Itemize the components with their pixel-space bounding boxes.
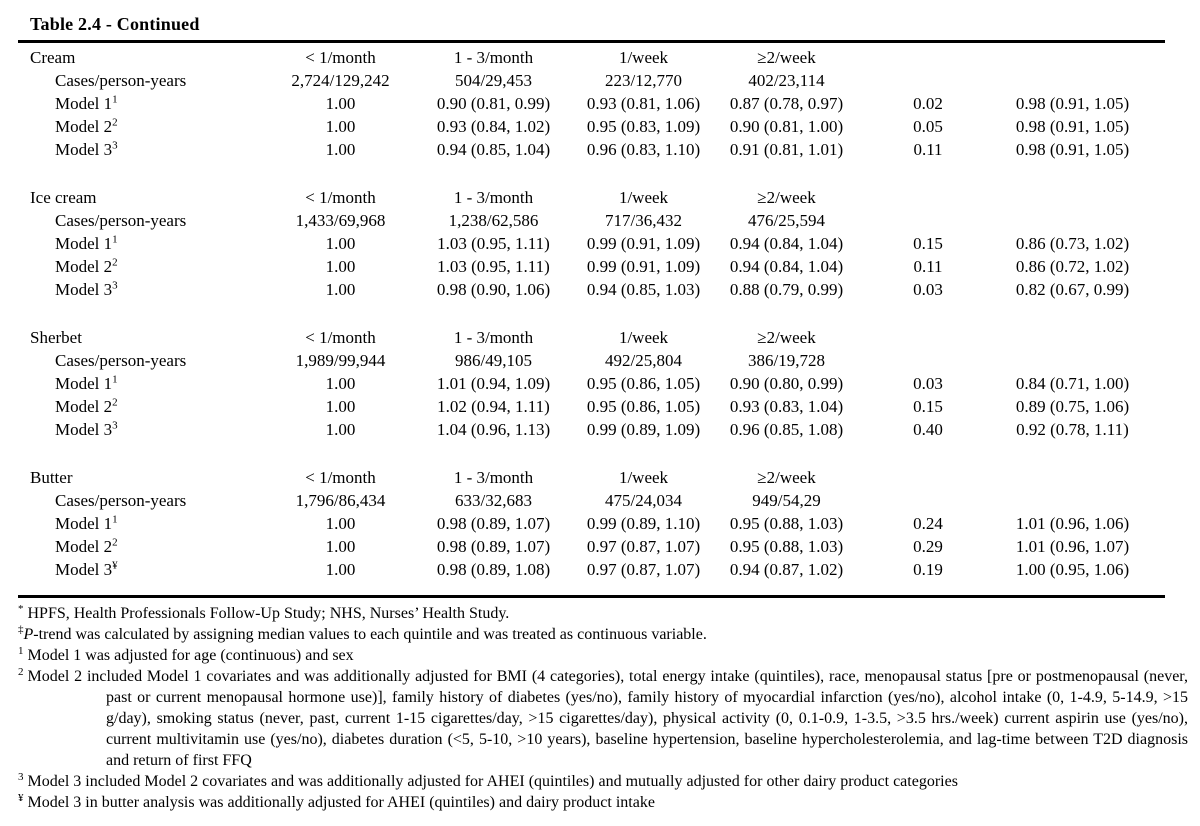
column-header: 1 - 3/month (453, 47, 534, 67)
footnote (18, 792, 1188, 813)
column-header: ≥2/week (757, 467, 816, 487)
row-label-superscript: ¥ (112, 558, 118, 571)
data-cell: 386/19,728 (748, 350, 825, 370)
data-cell: 0.98 (0.91, 1.05) (1015, 93, 1130, 113)
data-cell: 492/25,804 (605, 350, 682, 370)
data-cell: 0.99 (0.89, 1.10) (586, 513, 701, 533)
table-row (18, 558, 1188, 581)
data-cell: 0.98 (0.90, 1.06) (436, 279, 551, 299)
data-cell: 1.00 (325, 139, 356, 159)
row-label (18, 117, 266, 137)
data-cell: 0.84 (0.71, 1.00) (1015, 373, 1130, 393)
footnote-text: Model 1 was adjusted for age (continuous) and sex (27, 647, 354, 664)
data-cell: 1.00 (325, 279, 356, 299)
column-header: 1/week (618, 327, 669, 347)
data-cell: 0.24 (913, 513, 943, 533)
data-cell: 1.01 (0.94, 1.09) (436, 373, 551, 393)
row-label (18, 234, 266, 254)
footnote-text: Model 3 included Model 2 covariates and was additionally adjusted for AHEI (quintiles) and mutually adjusted for other dairy product categories (27, 773, 958, 790)
table-section (18, 186, 1188, 301)
data-cell: 1.00 (325, 256, 356, 276)
footnote-marker: ‡ (18, 623, 24, 636)
row-label-superscript: 1 (112, 232, 118, 245)
row-label-superscript: 2 (112, 395, 118, 408)
data-cell: 1.04 (0.96, 1.13) (436, 419, 551, 439)
section-name: Sherbet (30, 327, 82, 347)
column-header: 1/week (618, 47, 669, 67)
document-page (18, 0, 1188, 813)
data-cell: 0.05 (913, 116, 943, 136)
data-cell: 1.00 (325, 559, 356, 579)
row-label-superscript: 2 (112, 535, 118, 548)
section-header-row (18, 326, 1188, 349)
data-cell: 1.00 (325, 93, 356, 113)
data-cell: 1.01 (0.96, 1.07) (1015, 536, 1130, 556)
row-label (18, 71, 266, 91)
data-cell: 0.93 (0.81, 1.06) (586, 93, 701, 113)
data-cell: 0.96 (0.85, 1.08) (729, 419, 844, 439)
data-cell: 0.95 (0.88, 1.03) (729, 513, 844, 533)
section-header-row (18, 186, 1188, 209)
table-row (18, 209, 1188, 232)
data-cell: 0.03 (913, 373, 943, 393)
row-label-text: Model 3 (55, 279, 113, 299)
data-cell: 0.90 (0.81, 0.99) (436, 93, 551, 113)
data-cell: 0.87 (0.78, 0.97) (729, 93, 844, 113)
section-header-row (18, 46, 1188, 69)
table-row (18, 489, 1188, 512)
footnote-marker: 2 (18, 665, 24, 678)
data-cell: 0.94 (0.84, 1.04) (729, 256, 844, 276)
footnote-marker: 1 (18, 644, 24, 657)
table-row (18, 92, 1188, 115)
data-cell: 0.98 (0.89, 1.07) (436, 513, 551, 533)
row-label-text: Model 2 (55, 536, 113, 556)
data-cell: 0.98 (0.89, 1.07) (436, 536, 551, 556)
data-cell: 0.96 (0.83, 1.10) (586, 139, 701, 159)
row-label-text: Cases/person-years (55, 350, 187, 370)
data-cell: 949/54,29 (752, 490, 821, 510)
row-label-text: Cases/person-years (55, 70, 187, 90)
footnote (18, 603, 1188, 624)
section-header-row (18, 466, 1188, 489)
table-row (18, 349, 1188, 372)
row-label-text: Model 3 (55, 559, 113, 579)
results-table (18, 43, 1188, 581)
data-cell: 1.00 (325, 419, 356, 439)
data-cell: 0.94 (0.85, 1.03) (586, 279, 701, 299)
data-cell: 0.02 (913, 93, 943, 113)
row-label-superscript: 3 (112, 418, 118, 431)
table-row (18, 278, 1188, 301)
data-cell: 1,238/62,586 (448, 210, 539, 230)
data-cell: 223/12,770 (605, 70, 682, 90)
data-cell: 0.15 (913, 233, 943, 253)
footnote-text: Model 2 included Model 1 covariates and was additionally adjusted for BMI (4 categories), total energy intake (quintiles), race, menopausal status [pre or postmenopausal (never, past or current menopausal hormone use)], family history of diabetes (yes/no), family history of myocardial infarction (yes/no), alcohol intake (0, 1-4.9, 5-14.9, >15 g/day), smoking status (never, past, current 1-15 cigarettes/day, >15 cigarettes/day), physical activity (0, 0.1-0.9, 1-3.5, >3.5 hrs./week) current aspirin use (yes/no), current multivitamin use (yes/no), diabetes duration (<5, 5-10, >10 years), baseline hypertension, baseline hypercholesterolemia, and lag-time between T2D diagnosis and return of first FFQ (27, 668, 1188, 769)
table-row (18, 535, 1188, 558)
footnote-marker: 3 (18, 770, 24, 783)
footnote (18, 645, 1188, 666)
data-cell: 476/25,594 (748, 210, 825, 230)
section-name: Butter (30, 467, 73, 487)
data-cell: 0.86 (0.73, 1.02) (1015, 233, 1130, 253)
row-label (18, 374, 266, 394)
row-label-text: Model 1 (55, 93, 113, 113)
row-label (18, 397, 266, 417)
data-cell: 0.03 (913, 279, 943, 299)
footnote-marker: * (18, 602, 24, 615)
column-header: < 1/month (305, 467, 376, 487)
data-cell: 0.29 (913, 536, 943, 556)
data-cell: 0.82 (0.67, 0.99) (1015, 279, 1130, 299)
data-cell: 504/29,453 (455, 70, 532, 90)
footnote-text: Model 3 in butter analysis was additionally adjusted for AHEI (quintiles) and dairy product intake (27, 794, 655, 811)
column-header: < 1/month (305, 47, 376, 67)
row-label-text: Cases/person-years (55, 490, 187, 510)
section-name: Cream (30, 47, 76, 67)
data-cell: 0.86 (0.72, 1.02) (1015, 256, 1130, 276)
data-cell: 1,796/86,434 (295, 490, 386, 510)
table-section (18, 466, 1188, 581)
column-header: 1/week (618, 467, 669, 487)
row-label (18, 491, 266, 511)
row-label-superscript: 2 (112, 115, 118, 128)
row-label (18, 537, 266, 557)
data-cell: 1.00 (325, 396, 356, 416)
data-cell: 1,433/69,968 (295, 210, 386, 230)
row-label-text: Model 3 (55, 139, 113, 159)
column-header: 1 - 3/month (453, 467, 534, 487)
data-cell: 1.00 (325, 116, 356, 136)
row-label-superscript: 1 (112, 372, 118, 385)
footnote (18, 624, 1188, 645)
data-cell: 0.99 (0.89, 1.09) (586, 419, 701, 439)
data-cell: 0.92 (0.78, 1.11) (1016, 419, 1129, 439)
data-cell: 1.00 (325, 513, 356, 533)
footnote-italic-lead: P (23, 626, 34, 643)
data-cell: 0.97 (0.87, 1.07) (586, 559, 701, 579)
data-cell: 0.88 (0.79, 0.99) (729, 279, 844, 299)
row-label-superscript: 2 (112, 255, 118, 268)
row-label-text: Model 1 (55, 373, 113, 393)
column-header: ≥2/week (757, 187, 816, 207)
table-row (18, 372, 1188, 395)
row-label (18, 211, 266, 231)
data-cell: 1,989/99,944 (295, 350, 386, 370)
data-cell: 1.00 (325, 233, 356, 253)
row-label-superscript: 1 (112, 92, 118, 105)
table-row (18, 138, 1188, 161)
footnote (18, 666, 1188, 771)
data-cell: 0.93 (0.83, 1.04) (729, 396, 844, 416)
data-cell: 717/36,432 (605, 210, 682, 230)
data-cell: 0.93 (0.84, 1.02) (436, 116, 551, 136)
row-label (18, 280, 266, 300)
data-cell: 2,724/129,242 (291, 70, 390, 90)
footnote-text: -trend was calculated by assigning median values to each quintile and was treated as continuous variable. (33, 626, 707, 643)
row-label-text: Model 2 (55, 256, 113, 276)
table-row (18, 255, 1188, 278)
row-label-superscript: 1 (112, 512, 118, 525)
data-cell: 1.03 (0.95, 1.11) (437, 256, 550, 276)
data-cell: 1.02 (0.94, 1.11) (437, 396, 550, 416)
row-label-text: Model 2 (55, 116, 113, 136)
section-name: Ice cream (30, 187, 97, 207)
data-cell: 1.01 (0.96, 1.06) (1015, 513, 1130, 533)
footnotes (18, 598, 1188, 813)
page-title: Table 2.4 - Continued (30, 14, 200, 34)
data-cell: 0.98 (0.91, 1.05) (1015, 116, 1130, 136)
data-cell: 986/49,105 (455, 350, 532, 370)
table-row (18, 232, 1188, 255)
table-row (18, 418, 1188, 441)
data-cell: 0.99 (0.91, 1.09) (586, 233, 701, 253)
data-cell: 1.00 (0.95, 1.06) (1015, 559, 1130, 579)
data-cell: 0.15 (913, 396, 943, 416)
row-label (18, 257, 266, 277)
data-cell: 0.97 (0.87, 1.07) (586, 536, 701, 556)
table-section (18, 46, 1188, 161)
data-cell: 0.90 (0.81, 1.00) (729, 116, 844, 136)
row-label-text: Model 1 (55, 513, 113, 533)
table-row (18, 115, 1188, 138)
table-row (18, 512, 1188, 535)
footnote-text: HPFS, Health Professionals Follow-Up Study; NHS, Nurses’ Health Study. (27, 605, 510, 622)
column-header: < 1/month (305, 187, 376, 207)
data-cell: 0.40 (913, 419, 943, 439)
data-cell: 0.19 (913, 559, 943, 579)
data-cell: 0.91 (0.81, 1.01) (729, 139, 844, 159)
footnote-marker: ¥ (18, 791, 24, 804)
row-label (18, 420, 266, 440)
row-label-superscript: 3 (112, 138, 118, 151)
data-cell: 0.98 (0.91, 1.05) (1015, 139, 1130, 159)
data-cell: 0.89 (0.75, 1.06) (1015, 396, 1130, 416)
data-cell: 0.95 (0.83, 1.09) (586, 116, 701, 136)
data-cell: 0.11 (913, 256, 943, 276)
row-label-text: Model 1 (55, 233, 113, 253)
footnote (18, 771, 1188, 792)
row-label (18, 140, 266, 160)
row-label (18, 560, 266, 580)
column-header: 1 - 3/month (453, 187, 534, 207)
data-cell: 475/24,034 (605, 490, 682, 510)
row-label-text: Cases/person-years (55, 210, 187, 230)
row-label (18, 94, 266, 114)
row-label-text: Model 2 (55, 396, 113, 416)
column-header: ≥2/week (757, 47, 816, 67)
column-header: 1/week (618, 187, 669, 207)
column-header: < 1/month (305, 327, 376, 347)
data-cell: 1.00 (325, 373, 356, 393)
row-label (18, 351, 266, 371)
row-label-text: Model 3 (55, 419, 113, 439)
table-row (18, 69, 1188, 92)
data-cell: 0.94 (0.85, 1.04) (436, 139, 551, 159)
data-cell: 402/23,114 (748, 70, 825, 90)
data-cell: 0.94 (0.87, 1.02) (729, 559, 844, 579)
data-cell: 633/32,683 (455, 490, 532, 510)
data-cell: 1.03 (0.95, 1.11) (437, 233, 550, 253)
row-label-superscript: 3 (112, 278, 118, 291)
table-row (18, 395, 1188, 418)
data-cell: 0.95 (0.86, 1.05) (586, 373, 701, 393)
data-cell: 0.90 (0.80, 0.99) (729, 373, 844, 393)
data-cell: 0.95 (0.88, 1.03) (729, 536, 844, 556)
data-cell: 1.00 (325, 536, 356, 556)
data-cell: 0.99 (0.91, 1.09) (586, 256, 701, 276)
table-section (18, 326, 1188, 441)
column-header: 1 - 3/month (453, 327, 534, 347)
data-cell: 0.11 (913, 139, 943, 159)
data-cell: 0.98 (0.89, 1.08) (436, 559, 551, 579)
row-label (18, 514, 266, 534)
column-header: ≥2/week (757, 327, 816, 347)
data-cell: 0.94 (0.84, 1.04) (729, 233, 844, 253)
data-cell: 0.95 (0.86, 1.05) (586, 396, 701, 416)
